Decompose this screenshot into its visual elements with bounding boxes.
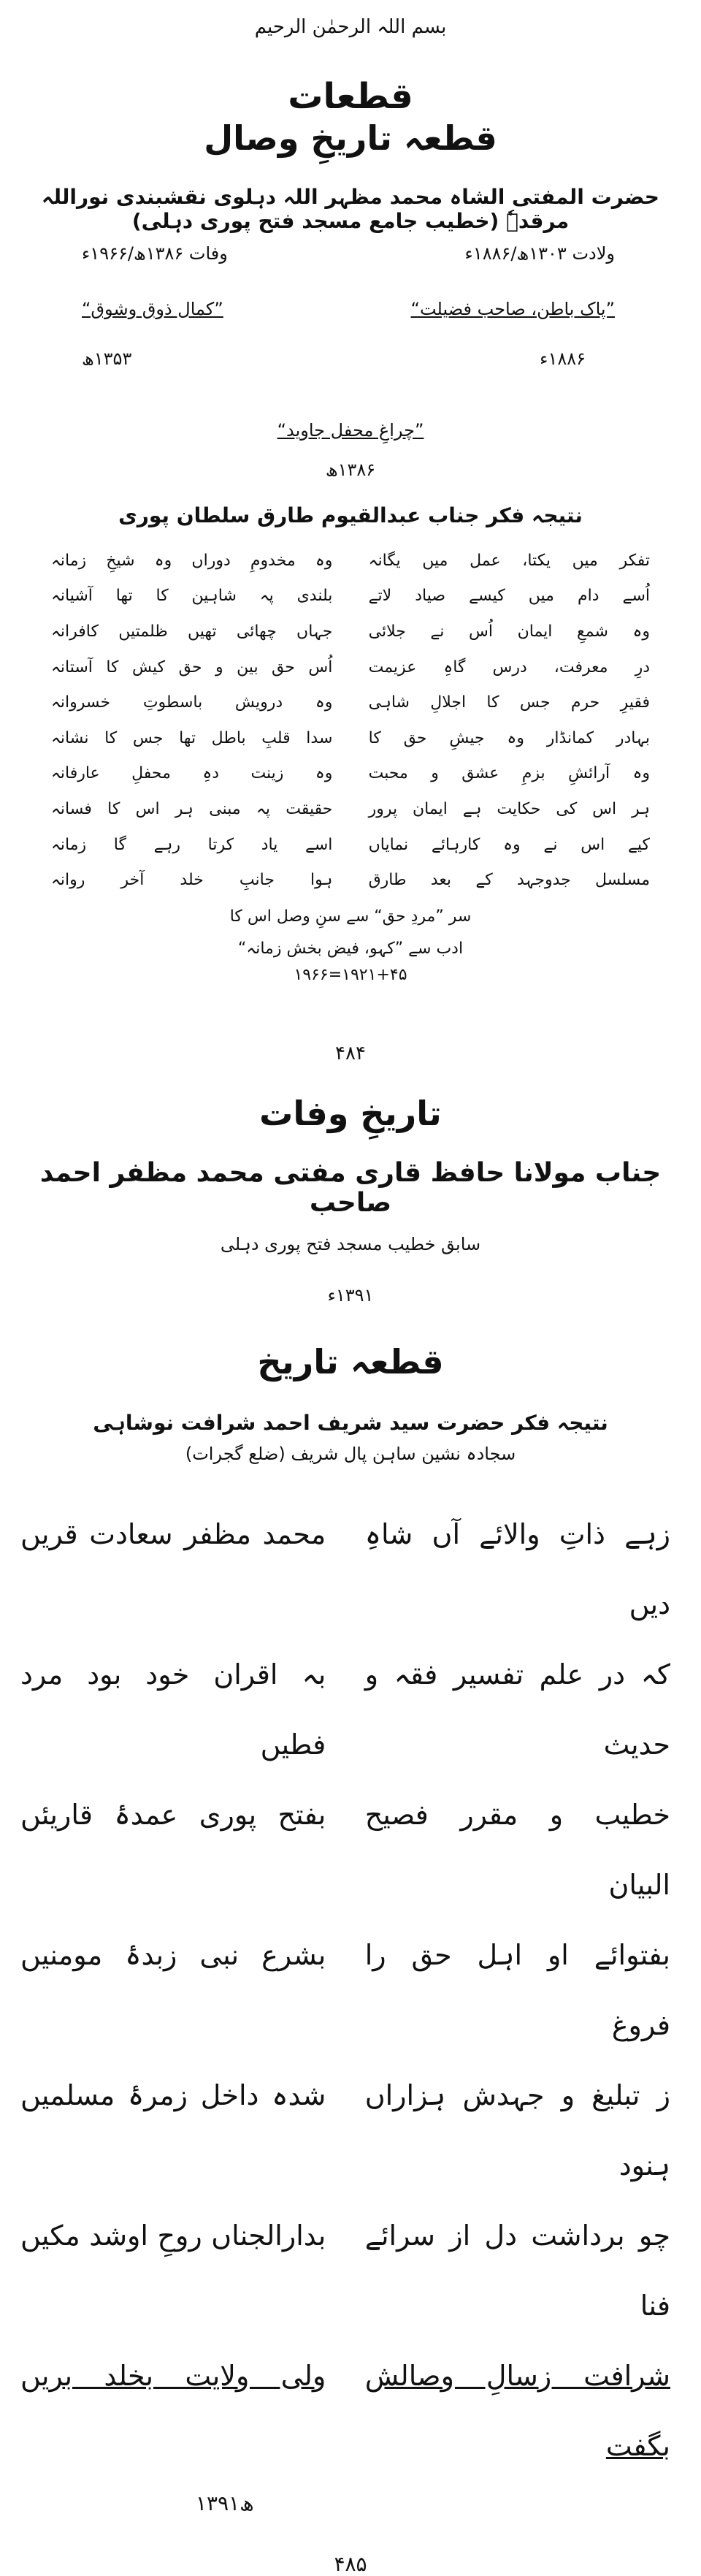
poem-line: [51, 544, 650, 579]
verse-right: بفتوائے او اہل حق را فروغ: [364, 1938, 670, 2041]
poem-line: [20, 2341, 670, 2481]
verse-right: چو برداشت دل از سرائے فنا: [364, 2219, 670, 2322]
section-title-wafat: تاریخِ وفات: [259, 1093, 442, 1133]
verse-left: ہوا جانبِ خلد آخر روانہ: [51, 871, 333, 890]
verse-left: اسے یاد کرتا رہے گا زمانہ: [51, 835, 333, 854]
section-title-qitaat: قطعات: [288, 76, 413, 117]
poem-line: [20, 1639, 670, 1780]
verse-right: اُسے دام میں کیسے صیاد لاتے: [368, 587, 650, 606]
poem-coda-1: سر ”مردِ حق“ سے سنِ وصل اس کا: [229, 907, 472, 926]
section-subtitle: قطعہ تاریخِ وصال: [204, 118, 497, 158]
poem-line: [51, 792, 650, 828]
poem-line: [20, 1780, 670, 1920]
death-date: وفات ۱۳۸۶ھ/۱۹۶۶ء: [82, 243, 228, 264]
verse-left: بلندی پہ شاہین کا تھا آشیانہ: [51, 587, 333, 606]
verse-right: بہادر کمانڈار وہ جیشِ حق کا: [368, 728, 650, 747]
poem-line: [51, 685, 650, 721]
year-left: ۱۳۵۳ھ: [82, 348, 132, 369]
verse-right: ہر اس کی حکایت ہے ایمان پرور: [368, 799, 650, 818]
verse-right: زہے ذاتِ والائے آں شاہِ دیں: [364, 1517, 670, 1620]
poem-line: [20, 1499, 670, 1639]
honoree-name: جناب مولانا حافظ قاری مفتی محمد مظفر احمد صاحب: [39, 1157, 662, 1218]
poem-line: [51, 650, 650, 686]
death-year: ۱۳۹۱ء: [327, 1284, 374, 1306]
verse-left: ولی ولایت بخلد بریں: [20, 2359, 326, 2392]
poem-line: [51, 579, 650, 614]
poem-two-year: ۱۳۹۱ھ: [196, 2491, 254, 2515]
verse-left: اُس حق بین و حق کیش کا آستانہ: [51, 658, 333, 677]
verse-right: کیے اس نے وہ کارہائے نمایاں: [368, 835, 650, 854]
author-line: حضرت المفتی الشاہ محمد مظہر اللہ دہلوی نقشبندی نوراللہ مرقدہٗ (خطیب جامع مسجد فتح پوری دہلی): [42, 184, 659, 233]
verse-left: بدارالجناں روحِ اوشد مکیں: [20, 2219, 326, 2252]
poem-line: [51, 863, 650, 899]
verse-right: درِ معرفت، درس گاہِ عزیمت: [368, 658, 650, 677]
verse-right: وہ آرائشِ بزمِ عشق و محبت: [368, 764, 650, 783]
verse-right: فقیرِ حرم جس کا اجلالِ شاہی: [368, 693, 650, 712]
verse-right: خطیب و مقرر فصیح البیان: [364, 1798, 670, 1901]
verse-left: حقیقت پہ مبنی ہر اس کا فسانہ: [51, 799, 333, 818]
verse-left: بشرع نبی زبدۂ مومنیں: [20, 1938, 326, 1971]
verse-right: وہ شمعِ ایمان اُس نے جلائی: [368, 622, 650, 641]
poet-affiliation: سجادہ نشین ساہن پال شریف (ضلع گجرات): [185, 1443, 516, 1464]
quote-years-row: [20, 348, 681, 369]
poem-line: [51, 828, 650, 864]
poet-credit-2: نتیجہ فکر حضرت سید شریف احمد شرافت نوشاہی: [93, 1410, 608, 1435]
quote-right: ”پاک باطن، صاحب فضیلت“: [410, 298, 615, 319]
poem-line: [20, 2060, 670, 2200]
verse-left: وہ مخدومِ دوراں وہ شیخِ زمانہ: [51, 551, 333, 570]
poem-line: [51, 756, 650, 792]
birth-date: ولادت ۱۳۰۳ھ/۱۸۸۶ء: [464, 243, 615, 264]
verse-left: سدا قلبِ باطل تھا جس کا نشانہ: [51, 728, 333, 747]
poem-line: [51, 614, 650, 650]
verse-left: بہ اقران خود بود مرد فطیں: [20, 1658, 326, 1761]
quote-middle: ”چراغِ محفل جاوید“: [277, 419, 424, 441]
verse-left: وہ درویش باسطوتِ خسروانہ: [51, 693, 333, 712]
poet-credit: نتیجہ فکر جناب عبدالقیوم طارق سلطان پوری: [118, 503, 583, 527]
verse-left: محمد مظفر سعادت قریں: [20, 1517, 326, 1550]
verse-left: جہاں چھائی تھیں ظلمتیں کافرانہ: [51, 622, 333, 641]
poem-coda-2: ادب سے ”کہو، فیض بخش زمانہ“: [237, 939, 464, 958]
verse-right: مسلسل جدوجہد کے بعد طارق: [368, 871, 650, 890]
chronogram-sum: ۱۹۲۱+۴۵=۱۹۶۶: [294, 965, 407, 984]
quotes-row: [20, 299, 681, 319]
poem-line: [51, 721, 650, 757]
page-number-2: ۴۸۵: [334, 2551, 367, 2576]
bismillah-heading: بسم اللہ الرحمٰن الرحیم: [254, 16, 447, 38]
verse-left: شدہ داخل زمرۂ مسلمیں: [20, 2078, 326, 2111]
verse-right: تفکر میں یکتا، عمل میں یگانہ: [368, 551, 650, 570]
quote-left: ”کمال ذوق وشوق“: [82, 298, 223, 319]
poem-line: [20, 2200, 670, 2341]
verse-left: بفتح پوری عمدۂ قاریئں: [20, 1798, 326, 1831]
verse-right: کہ در علم تفسیر فقہ و حدیث: [364, 1658, 670, 1761]
section-title-qita-tarikh: قطعہ تاریخ: [257, 1341, 444, 1382]
verse-left: وہ زینت دہِ محفلِ عارفانہ: [51, 764, 333, 783]
poem-two: [20, 1499, 681, 2481]
honoree-position: سابق خطیب مسجد فتح پوری دہلی: [220, 1233, 481, 1254]
year-right: ۱۸۸۶ء: [540, 348, 586, 369]
verse-right: ز تبلیغ و جہدش ہزاراں ہنود: [364, 2078, 670, 2181]
page-number: ۴۸۴: [335, 1042, 366, 1064]
year-middle: ۱۳۸۶ھ: [325, 459, 376, 480]
verse-right: شرافت زسالِ وصالش بگفت: [364, 2359, 670, 2462]
dates-row: [20, 243, 681, 264]
poem-one: [20, 544, 681, 899]
poem-line: [20, 1920, 670, 2060]
